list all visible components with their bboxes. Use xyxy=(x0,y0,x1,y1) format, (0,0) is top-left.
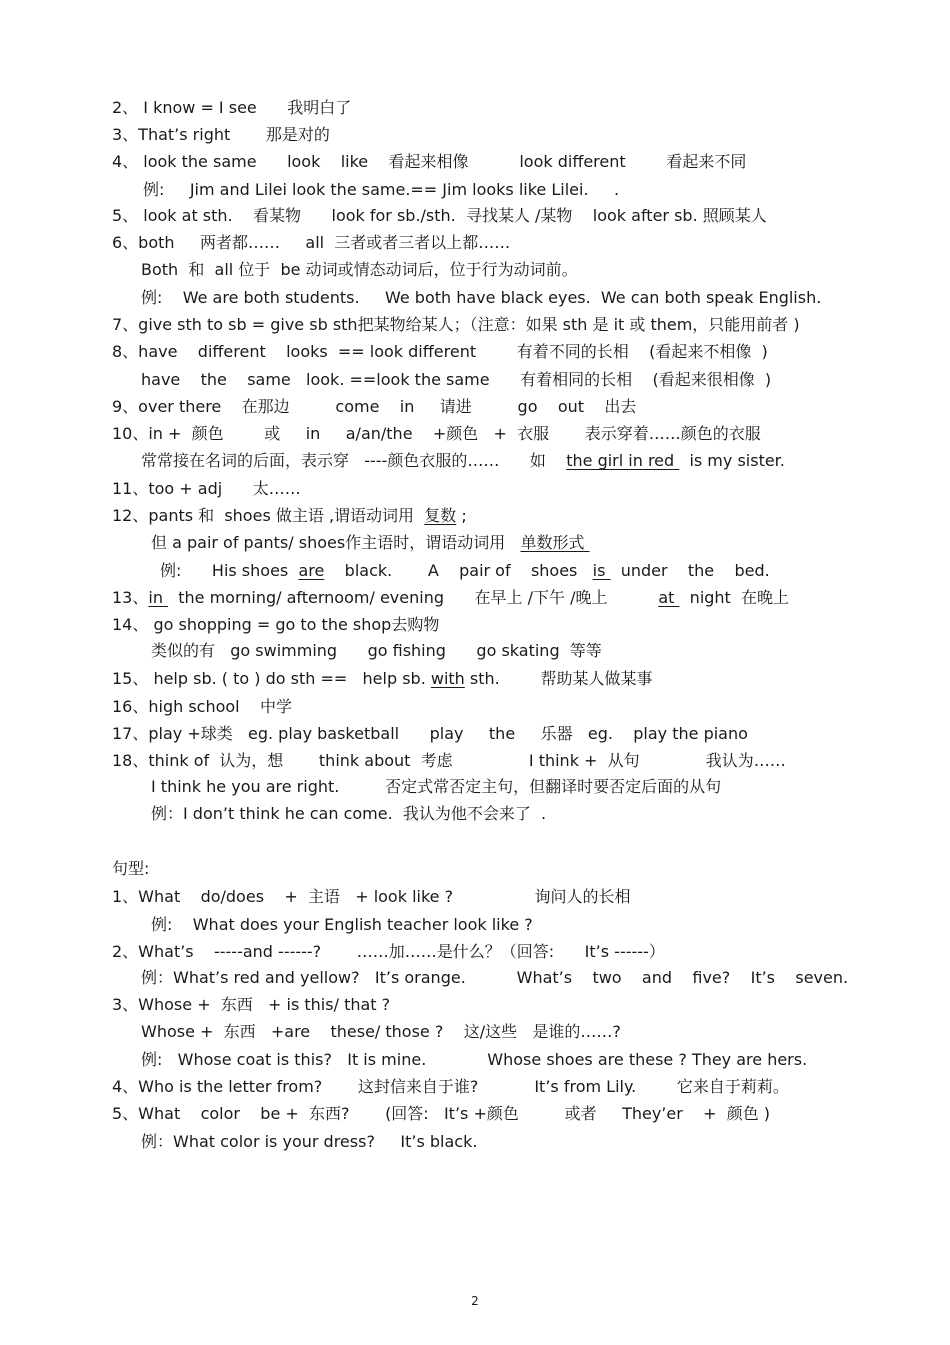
underlined-answer: is xyxy=(592,561,611,580)
line-text: is my sister. xyxy=(679,451,785,470)
line-text: 12、pants 和 shoes 做主语 ,谓语动词用 xyxy=(112,506,425,525)
underlined-answer: 单数形式 xyxy=(520,533,590,552)
phrase-line xyxy=(112,125,330,145)
line-text: 9、over there 在那边 come in 请进 go out 出去 xyxy=(112,397,637,416)
line-text: 13、 xyxy=(112,588,149,607)
phrase-line xyxy=(112,233,510,253)
phrase-line xyxy=(151,777,721,797)
phrase-line xyxy=(112,98,351,118)
line-text: 16、high school 中学 xyxy=(112,697,292,716)
line-text: have the same look. ==look the same 有着相同的长相 (看起来很相像 ) xyxy=(141,370,772,389)
line-text: 1、What do/does + 主语 + look like ? 询问人的长相 xyxy=(112,887,631,906)
line-text: black. A pair of shoes xyxy=(324,561,593,580)
line-text: 10、in + 颜色 或 in a/an/the +颜色 + 衣服 表示穿着……颜色的衣服 xyxy=(112,424,761,443)
page-number: 2 xyxy=(471,1294,479,1308)
line-text: I think he you are right. 否定式常否定主句，但翻译时要否定后面的从句 xyxy=(151,777,722,796)
sentence-line xyxy=(112,1077,789,1097)
line-text: Both 和 all 位于 be 动词或情态动词后，位于行为动词前。 xyxy=(141,260,578,279)
phrase-line xyxy=(112,152,746,172)
phrase-line xyxy=(141,288,821,308)
phrase-line xyxy=(112,724,748,744)
phrase-line xyxy=(112,669,652,689)
line-text: 4、 look the same look like 看起来相像 look different 看起来不同 xyxy=(112,152,747,171)
line-text: 例: Jim and Lilei look the same.== Jim looks like Lilei. . xyxy=(143,180,620,199)
sentence-line xyxy=(141,1050,807,1070)
line-text: 例: What does your English teacher look like ? xyxy=(151,915,533,934)
underlined-answer: with xyxy=(430,669,465,688)
phrase-line xyxy=(112,342,768,362)
line-text: 例: Whose coat is this? It is mine. Whose shoes are these ? They are hers. xyxy=(141,1050,808,1069)
underlined-answer: are xyxy=(298,561,325,580)
line-text: ; xyxy=(456,506,467,525)
phrase-line xyxy=(160,561,770,581)
phrase-line xyxy=(151,804,546,824)
line-text: 11、too + adj 太…… xyxy=(112,479,301,498)
phrase-line xyxy=(151,533,590,553)
phrase-line xyxy=(112,315,800,335)
line-text: 5、What color be + 东西? (回答: It’s +颜色 或者 They’er + 颜色 ) xyxy=(112,1104,771,1123)
phrase-line xyxy=(112,588,789,608)
line-text: 5、 look at sth. 看某物 look for sb./sth. 寻找某人 /某物 look after sb. 照顾某人 xyxy=(112,206,767,225)
sentence-line xyxy=(141,968,848,988)
line-text: 8、have different looks == look different 有着不同的长相 (看起来不相像 ) xyxy=(112,342,768,361)
line-text: Whose + 东西 +are these/ those ? 这/这些 是谁的……? xyxy=(141,1022,621,1041)
line-text: 类似的有 go swimming go fishing go skating 等等 xyxy=(151,641,602,660)
phrase-line xyxy=(112,697,292,717)
line-text: under the bed. xyxy=(610,561,770,580)
underlined-answer: 复数 xyxy=(424,506,457,525)
sentence-line xyxy=(151,915,533,935)
phrase-line xyxy=(112,206,767,226)
line-text: 7、give sth to sb = give sb sth把某物给某人；（注意：如果 sth 是 it 或 them，只能用前者 ) xyxy=(112,315,800,334)
line-text: 2、What’s -----and ------? ……加……是什么？（回答: It’s ------） xyxy=(112,942,665,961)
line-text: 例：What color is your dress? It’s black. xyxy=(141,1132,478,1151)
underlined-answer: in xyxy=(148,588,169,607)
line-text: 2、 I know = I see 我明白了 xyxy=(112,98,352,117)
line-text: 3、Whose + 东西 + is this/ that ? xyxy=(112,995,391,1014)
line-text: 3、That’s right 那是对的 xyxy=(112,125,330,144)
line-text: 例：I don’t think he can come. 我认为他不会来了 . xyxy=(151,804,547,823)
line-text: the morning/ afternoom/ evening 在早上 /下午 /晚上 xyxy=(168,588,659,607)
line-text: 例: We are both students. We both have black eyes. We can both speak English. xyxy=(141,288,822,307)
line-text: 14、 go shopping = go to the shop去购物 xyxy=(112,615,440,634)
underlined-answer: the girl in red xyxy=(566,451,680,470)
underlined-answer: at xyxy=(658,588,680,607)
sentence-line xyxy=(141,1022,621,1042)
phrase-line xyxy=(141,370,771,390)
phrase-line xyxy=(151,641,602,661)
sentence-line xyxy=(112,887,630,907)
phrase-line xyxy=(143,180,619,200)
line-text: 18、think of 认为，想 think about 考虑 I think + 从句 我认为…… xyxy=(112,751,786,770)
phrase-line xyxy=(112,424,761,444)
phrase-line xyxy=(112,397,636,417)
phrase-line xyxy=(112,479,301,499)
phrase-line xyxy=(141,260,578,280)
line-text: sth. 帮助某人做某事 xyxy=(464,669,653,688)
phrase-line xyxy=(112,615,439,635)
phrase-line xyxy=(112,751,786,771)
phrase-line xyxy=(141,451,785,471)
line-text: 6、both 两者都…… all 三者或者三者以上都…… xyxy=(112,233,511,252)
sentence-line xyxy=(141,1132,477,1152)
line-text: 常常接在名词的后面，表示穿 ----颜色衣服的…… 如 xyxy=(141,451,567,470)
line-text: 15、 help sb. ( to ) do sth == help sb. xyxy=(112,669,431,688)
line-text: 17、play +球类 eg. play basketball play the 乐器 eg. play the piano xyxy=(112,724,748,743)
line-text: 但 a pair of pants/ shoes作主语时，谓语动词用 xyxy=(151,533,521,552)
line-text: 例: His shoes xyxy=(160,561,299,580)
line-text: 4、Who is the letter from? 这封信来自于谁? It’s from Lily. 它来自于莉莉。 xyxy=(112,1077,789,1096)
sentence-line xyxy=(112,995,390,1015)
sentence-line xyxy=(112,1104,770,1124)
phrase-line xyxy=(112,506,467,526)
section-heading: 句型: xyxy=(112,859,150,878)
line-text: night 在晚上 xyxy=(679,588,790,607)
line-text: 例：What’s red and yellow? It’s orange. What’s two and five? It’s seven. xyxy=(141,968,849,987)
sentence-line xyxy=(112,942,665,962)
